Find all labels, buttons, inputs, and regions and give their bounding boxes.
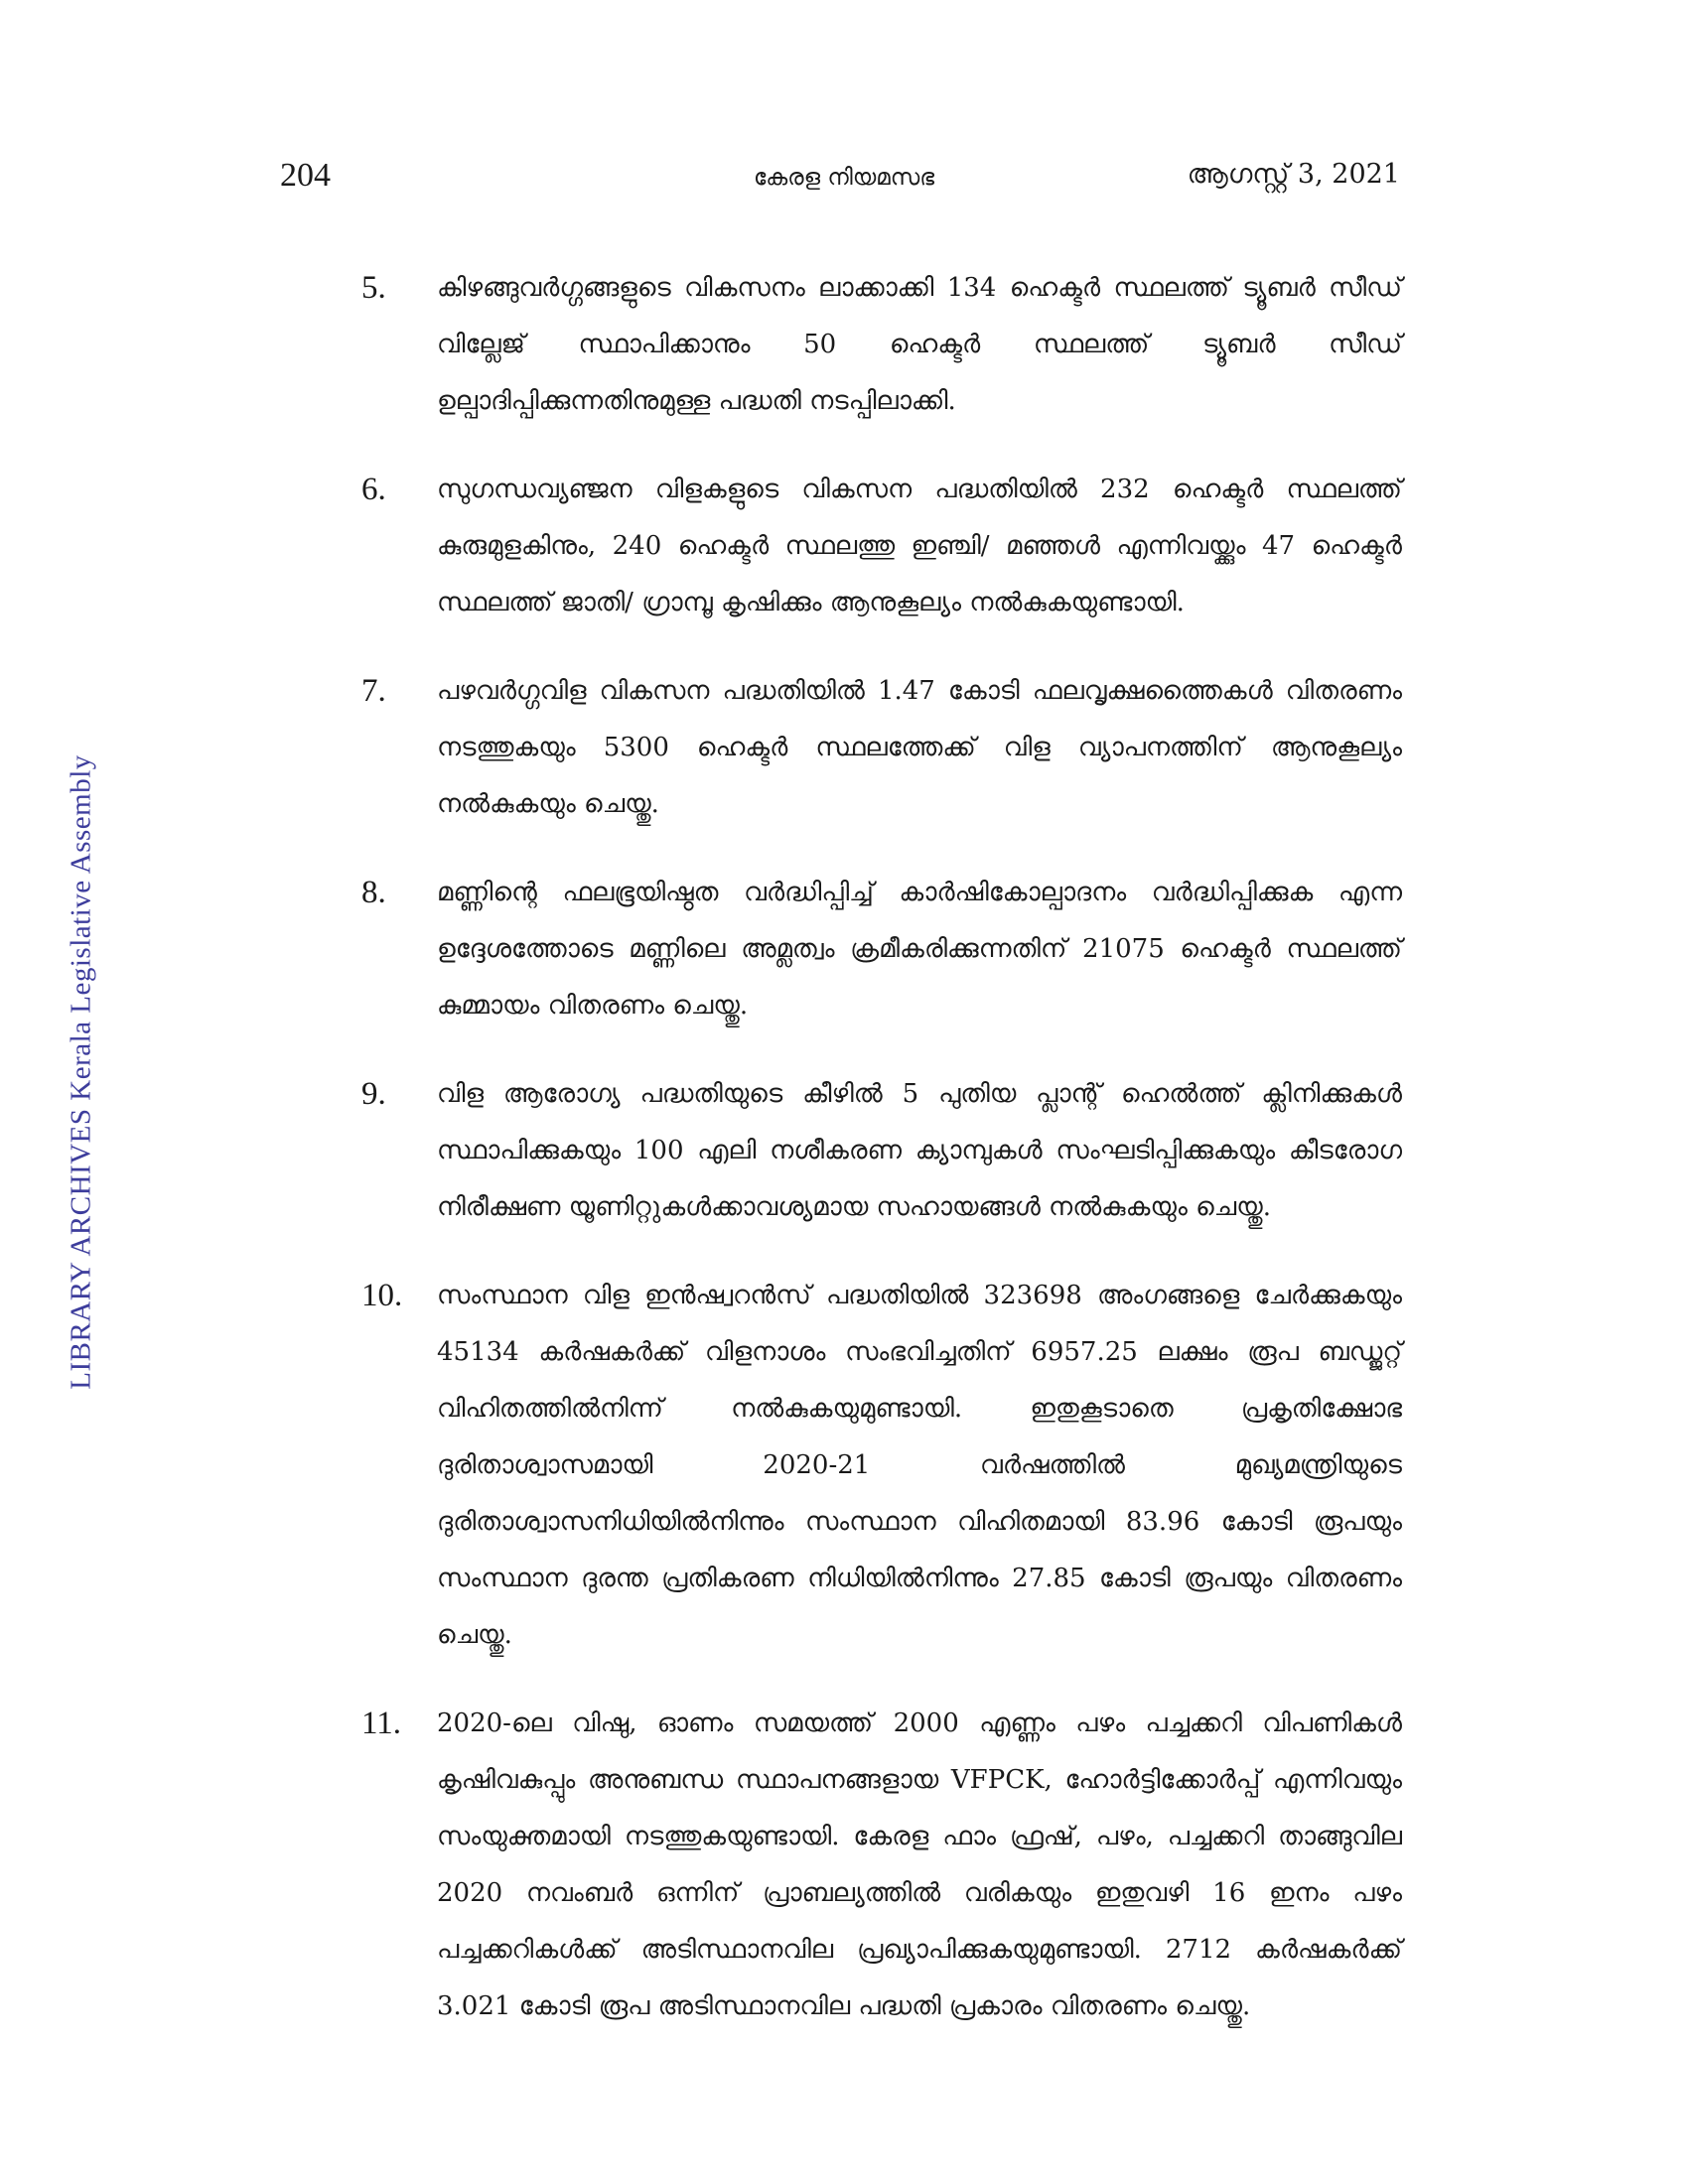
list-item <box>359 462 1402 631</box>
list-item <box>359 865 1402 1034</box>
header-title: കേരള നിയമസഭ <box>753 165 935 191</box>
item-text: പഴവർഗ്ഗവിള വികസന പദ്ധതിയിൽ 1.47 കോടി ഫലവൃക്ഷത്തൈകൾ വിതരണം നടത്തുകയും 5300 ഹെക്ടർ സ്ഥലത്തേക്ക് വിള വ്യാപനത്തിന് ആനുകൂല്യം നൽകുകയും ചെയ്തു. <box>437 676 1402 819</box>
item-number: 9. <box>361 1076 386 1112</box>
numbered-list <box>359 260 1402 2067</box>
item-number: 5. <box>361 270 386 306</box>
item-number: 7. <box>361 673 386 709</box>
list-item <box>359 260 1402 430</box>
item-text: സുഗന്ധവ്യഞ്ജന വിളകളുടെ വികസന പദ്ധതിയിൽ 232 ഹെക്ടർ സ്ഥലത്ത് കുരുമുളകിനും, 240 ഹെക്ടർ സ്ഥലത്തു ഇഞ്ചി/ മഞ്ഞൾ എന്നിവയ്ക്കും 47 ഹെക്ടർ സ്ഥലത്ത് ജാതി/ ഗ്രാമ്പൂ കൃഷിക്കും ആനുകൂല്യം നൽകുകയുണ്ടായി. <box>437 475 1402 617</box>
header-date: ആഗസ്റ്റ് 3, 2021 <box>1187 159 1400 190</box>
item-text: മണ്ണിന്റെ ഫലഭൂയിഷ്ഠത വർദ്ധിപ്പിച്ച് കാർഷികോല്പാദനം വർദ്ധിപ്പിക്കുക എന്ന ഉദ്ദേശത്തോടെ മണ്ണിലെ അമ്ലത്വം ക്രമീകരിക്കുന്നതിന് 21075 ഹെക്ടർ സ്ഥലത്ത് കുമ്മായം വിതരണം ചെയ്തു. <box>437 878 1402 1021</box>
item-number: 10. <box>361 1278 403 1313</box>
list-item <box>359 1696 1402 2035</box>
item-text: വിള ആരോഗ്യ പദ്ധതിയുടെ കീഴിൽ 5 പുതിയ പ്ലാന്റ് ഹെൽത്ത് ക്ലിനിക്കുകൾ സ്ഥാപിക്കുകയും 100 എലി നശീകരണ ക്യാമ്പുകൾ സംഘടിപ്പിക്കുകയും കീടരോഗ നിരീക്ഷണ യൂണിറ്റുകൾക്കാവശ്യമായ സഹായങ്ങൾ നൽകുകയും ചെയ്തു. <box>437 1079 1402 1222</box>
item-number: 8. <box>361 875 386 910</box>
list-item <box>359 1268 1402 1664</box>
page-number: 204 <box>280 157 331 194</box>
item-text: സംസ്ഥാന വിള ഇൻഷ്വറൻസ് പദ്ധതിയിൽ 323698 അംഗങ്ങളെ ചേർക്കുകയും 45134 കർഷകർക്ക് വിളനാശം സംഭവിച്ചതിന് 6957.25 ലക്ഷം രൂപ ബഡ്ജറ്റ് വിഹിതത്തിൽനിന്ന് നൽകുകയുമുണ്ടായി. ഇതുകൂടാതെ പ്രകൃതിക്ഷോഭ ദുരിതാശ്വാസമായി 2020-21 വർഷത്തിൽ മുഖ്യമന്ത്രിയുടെ ദുരിതാശ്വാസനിധിയിൽനിന്നും സംസ്ഥാന വിഹിതമായി 83.96 കോടി രൂപയും സംസ്ഥാന ദുരന്ത പ്രതികരണ നിധിയിൽനിന്നും 27.85 കോടി രൂപയും വിതരണം ചെയ്തു. <box>437 1281 1402 1650</box>
item-text: കിഴങ്ങുവർഗ്ഗങ്ങളുടെ വികസനം ലാക്കാക്കി 134 ഹെക്ടർ സ്ഥലത്ത് ട്യൂബർ സീഡ് വില്ലേജ് സ്ഥാപിക്കാനും 50 ഹെക്ടർ സ്ഥലത്ത് ട്യൂബർ സീഡ് ഉല്പാദിപ്പിക്കുന്നതിനുമുള്ള പദ്ധതി നടപ്പിലാക്കി. <box>437 273 1402 416</box>
list-item <box>359 663 1402 833</box>
item-text: 2020-ലെ വിഷു, ഓണം സമയത്ത് 2000 എണ്ണം പഴം പച്ചക്കറി വിപണികൾ കൃഷിവകുപ്പും അനുബന്ധ സ്ഥാപനങ്ങളായ VFPCK, ഹോർട്ടിക്കോർപ്പ് എന്നിവയും സംയുക്തമായി നടത്തുകയുണ്ടായി. കേരള ഫാം ഫ്രഷ്, പഴം, പച്ചക്കറി താങ്ങുവില 2020 നവംബർ ഒന്നിന് പ്രാബല്യത്തിൽ വരികയും ഇതുവഴി 16 ഇനം പഴം പച്ചക്കറികൾക്ക് അടിസ്ഥാനവില പ്രഖ്യാപിക്കുകയുമുണ്ടായി. 2712 കർഷകർക്ക് 3.021 കോടി രൂപ അടിസ്ഥാനവില പദ്ധതി പ്രകാരം വിതരണം ചെയ്തു. <box>437 1708 1402 2021</box>
list-item <box>359 1066 1402 1236</box>
item-number: 6. <box>361 472 386 507</box>
item-number: 11. <box>361 1706 402 1741</box>
archive-watermark: LIBRARY ARCHIVES Kerala Legislative Assembly <box>65 754 97 1390</box>
